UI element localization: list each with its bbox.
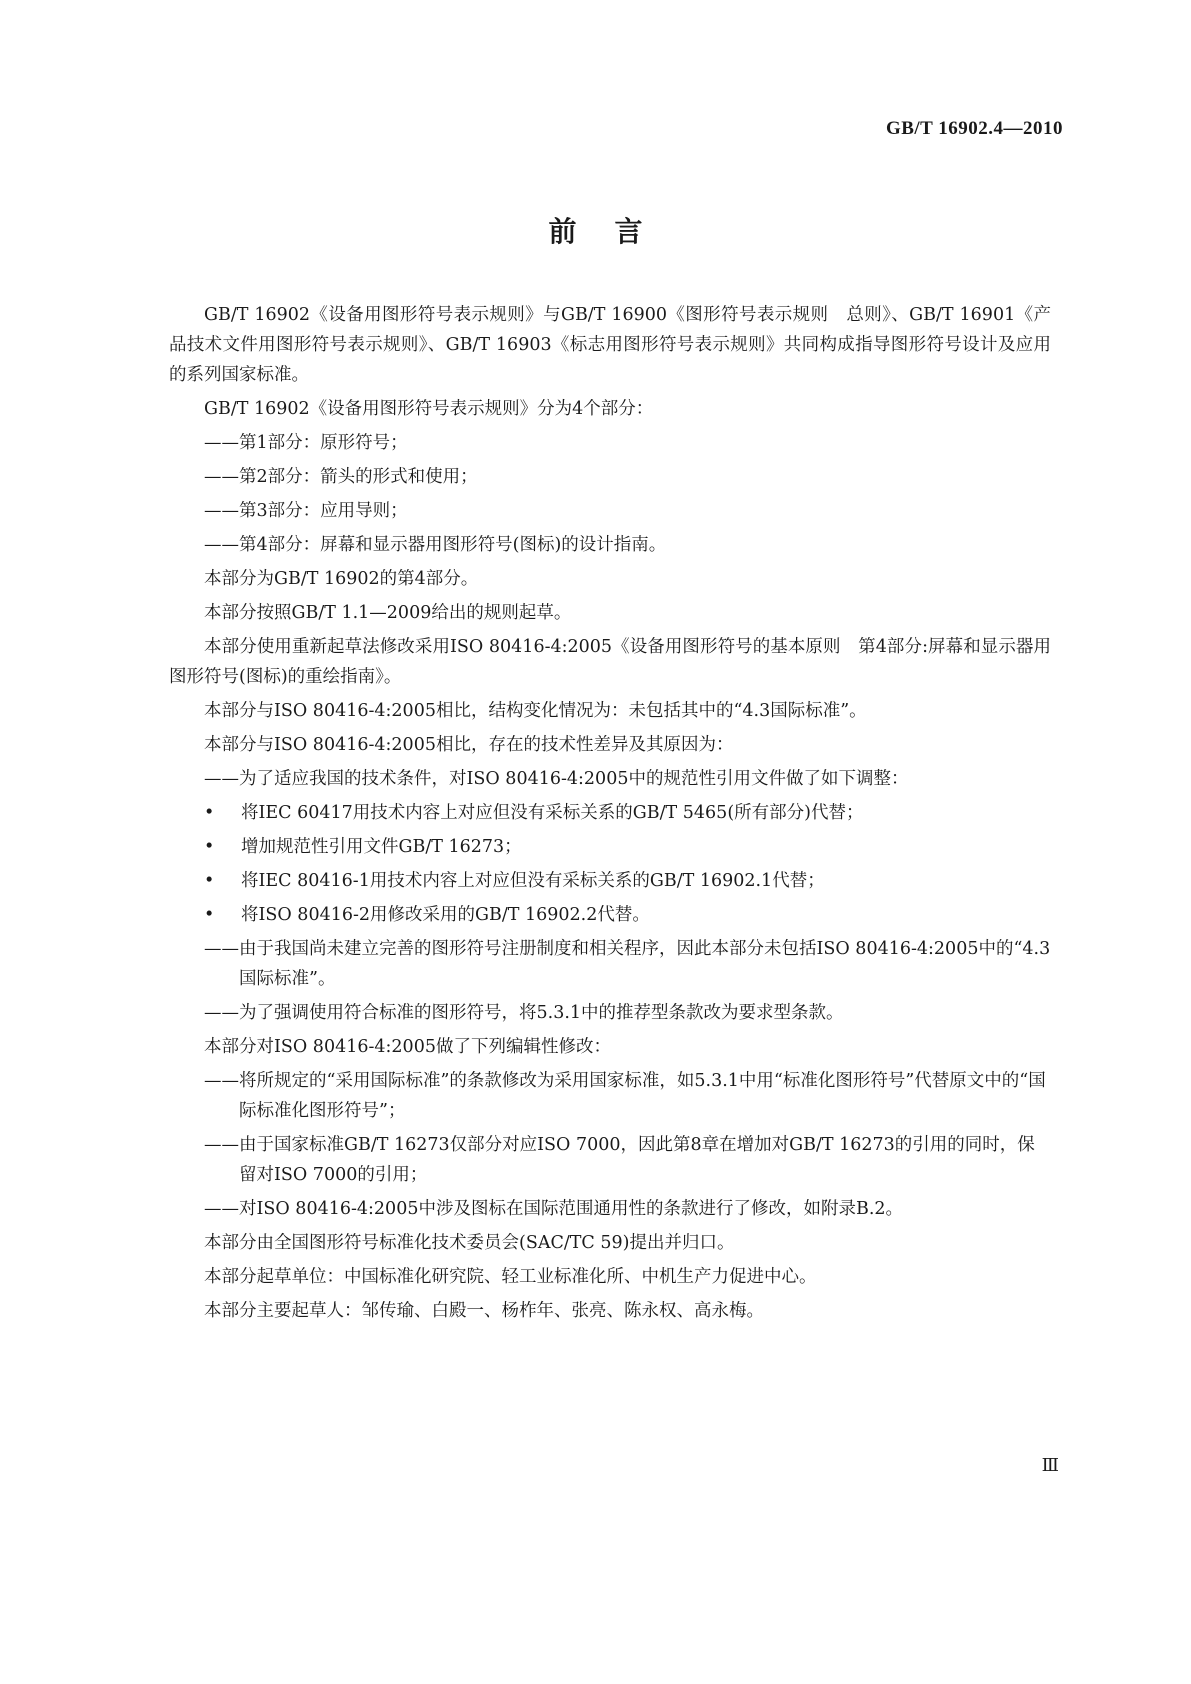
bullet-text: 将ISO 80416-2用修改采用的GB/T 16902.2代替。: [241, 905, 650, 925]
foreword-body: [169, 300, 1051, 1330]
paragraph-adoption: 本部分使用重新起草法修改采用ISO 80416-4:2005《设备用图形符号的基本原则 第4部分:屏幕和显示器用图形符号(图标)的重绘指南》。: [169, 637, 1051, 687]
edit-item: ——对ISO 80416-4:2005中涉及图标在国际范围通用性的条款进行了修改，如附录B.2。: [204, 1199, 904, 1219]
part-item: ——第4部分：屏幕和显示器用图形符号(图标)的设计指南。: [204, 535, 667, 555]
bullet-text: 将IEC 60417用技术内容上对应但没有采标关系的GB/T 5465(所有部分)代替；: [241, 803, 864, 823]
page-title: 前言: [548, 215, 681, 248]
page-number: Ⅲ: [1041, 1455, 1059, 1475]
difference-item: ——由于我国尚未建立完善的图形符号注册制度和相关程序，因此本部分未包括ISO 80416-4:2005中的“4.3国际标准”。: [204, 939, 1051, 989]
bullet-icon: •: [204, 837, 215, 857]
bullet-item: [169, 832, 1051, 862]
part-item: ——第2部分：箭头的形式和使用；: [204, 467, 478, 487]
paragraph-structure-change: 本部分与ISO 80416-4:2005相比，结构变化情况为：未包括其中的“4.3国际标准”。: [204, 701, 867, 721]
bullet-item: [169, 900, 1051, 930]
edit-item: ——将所规定的“采用国际标准”的条款修改为采用国家标准，如5.3.1中用“标准化图形符号”代替原文中的“国际标准化图形符号”；: [204, 1071, 1046, 1121]
bullet-item: [169, 798, 1051, 828]
paragraph-part-statement: 本部分为GB/T 16902的第4部分。: [204, 569, 479, 589]
paragraph-drafters: 本部分主要起草人：邹传瑜、白殿一、杨柞年、张亮、陈永权、高永梅。: [204, 1301, 764, 1321]
paragraph-editorial-changes: 本部分对ISO 80416-4:2005做了下列编辑性修改：: [204, 1037, 611, 1057]
bullet-icon: •: [204, 803, 215, 823]
paragraph-parts-intro: GB/T 16902《设备用图形符号表示规则》分为4个部分：: [204, 399, 654, 419]
paragraph-intro: GB/T 16902《设备用图形符号表示规则》与GB/T 16900《图形符号表示规则 总则》、GB/T 16901《产品技术文件用图形符号表示规则》、GB/T 16903《标志用图形符号表示规则》共同构成指导图形符号设计及应用的系列国家标准。: [169, 305, 1051, 385]
bullet-text: 将IEC 80416-1用技术内容上对应但没有采标关系的GB/T 16902.1代替；: [241, 871, 825, 891]
part-item: ——第3部分：应用导则；: [204, 501, 408, 521]
part-item: ——第1部分：原形符号；: [204, 433, 408, 453]
paragraph-drafting-units: 本部分起草单位：中国标准化研究院、轻工业标准化所、中机生产力促进中心。: [204, 1267, 817, 1287]
bullet-icon: •: [204, 905, 215, 925]
paragraph-proposer: 本部分由全国图形符号标准化技术委员会(SAC/TC 59)提出并归口。: [204, 1233, 735, 1253]
standard-code: GB/T 16902.4—2010: [885, 118, 1063, 139]
bullet-icon: •: [204, 871, 215, 891]
bullet-item: [169, 866, 1051, 896]
difference-item: ——为了适应我国的技术条件，对ISO 80416-4:2005中的规范性引用文件做了如下调整：: [204, 769, 909, 789]
bullet-text: 增加规范性引用文件GB/T 16273；: [241, 837, 522, 857]
edit-item: ——由于国家标准GB/T 16273仅部分对应ISO 7000，因此第8章在增加对GB/T 16273的引用的同时，保留对ISO 7000的引用；: [204, 1135, 1035, 1185]
paragraph-technical-differences: 本部分与ISO 80416-4:2005相比，存在的技术性差异及其原因为：: [204, 735, 734, 755]
paragraph-drafting-rules: 本部分按照GB/T 1.1—2009给出的规则起草。: [204, 603, 572, 623]
difference-item: ——为了强调使用符合标准的图形符号，将5.3.1中的推荐型条款改为要求型条款。: [204, 1003, 844, 1023]
